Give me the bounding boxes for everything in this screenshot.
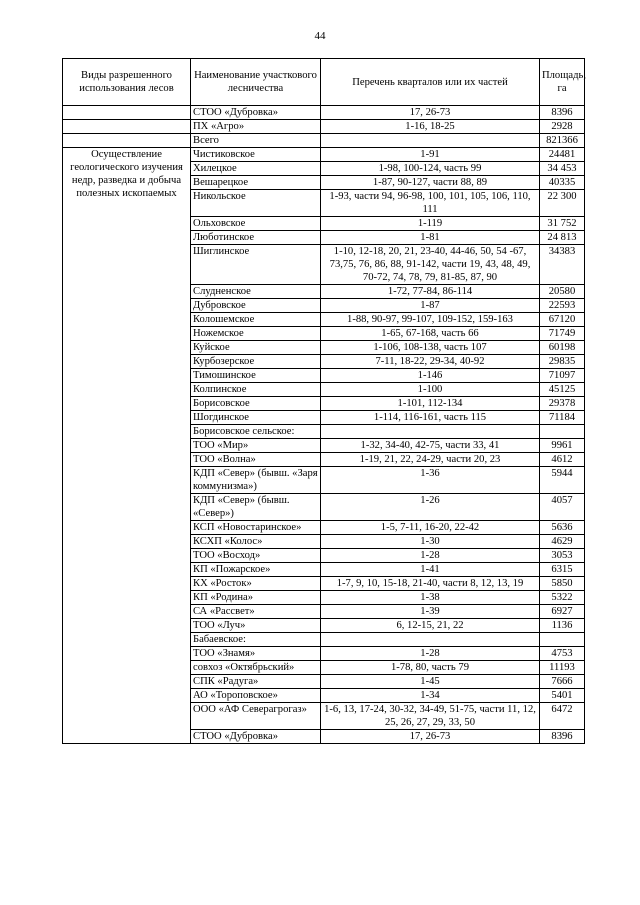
quarters-cell: 1-91 xyxy=(321,148,540,162)
forestry-name-cell: Куйское xyxy=(191,341,321,355)
forestry-name-cell: КХ «Росток» xyxy=(191,577,321,591)
quarters-cell: 1-100 xyxy=(321,383,540,397)
quarters-cell: 1-119 xyxy=(321,217,540,231)
quarters-cell: 1-114, 116-161, часть 115 xyxy=(321,411,540,425)
area-cell: 1136 xyxy=(540,619,585,633)
forestry-name-cell: КДП «Север» (бывш. «Север») xyxy=(191,494,321,521)
area-cell: 4057 xyxy=(540,494,585,521)
area-cell: 6472 xyxy=(540,703,585,730)
quarters-cell: 1-5, 7-11, 16-20, 22-42 xyxy=(321,521,540,535)
forestry-name-cell: СТОО «Дубровка» xyxy=(191,730,321,744)
quarters-cell: 1-81 xyxy=(321,231,540,245)
table-body xyxy=(63,106,585,744)
area-cell: 2928 xyxy=(540,120,585,134)
table-row xyxy=(63,148,585,162)
area-cell: 6315 xyxy=(540,563,585,577)
quarters-cell: 1-106, 108-138, часть 107 xyxy=(321,341,540,355)
table-row xyxy=(63,120,585,134)
forestry-name-cell: КСП «Новостаринское» xyxy=(191,521,321,535)
area-cell: 71184 xyxy=(540,411,585,425)
area-cell: 31 752 xyxy=(540,217,585,231)
area-cell: 5944 xyxy=(540,467,585,494)
area-cell: 40335 xyxy=(540,176,585,190)
quarters-cell: 1-45 xyxy=(321,675,540,689)
forestry-name-cell: Ножемское xyxy=(191,327,321,341)
quarters-cell: 1-36 xyxy=(321,467,540,494)
area-cell xyxy=(540,425,585,439)
header-forestry-name: Наименование участкового лесничества xyxy=(191,59,321,106)
quarters-cell: 17, 26-73 xyxy=(321,730,540,744)
forestry-name-cell: Всего xyxy=(191,134,321,148)
quarters-cell: 1-87 xyxy=(321,299,540,313)
area-cell: 821366 xyxy=(540,134,585,148)
area-cell: 60198 xyxy=(540,341,585,355)
forestry-name-cell: Шогдинское xyxy=(191,411,321,425)
quarters-cell: 1-7, 9, 10, 15-18, 21-40, части 8, 12, 13, 19 xyxy=(321,577,540,591)
quarters-cell xyxy=(321,134,540,148)
header-quarters: Перечень кварталов или их частей xyxy=(321,59,540,106)
forestry-name-cell: ООО «АФ Северагрогаз» xyxy=(191,703,321,730)
area-cell: 71097 xyxy=(540,369,585,383)
quarters-cell: 1-10, 12-18, 20, 21, 23-40, 44-46, 50, 54 -67, 73,75, 76, 86, 88, 91-142, части 19, 43, 48, 49, 70-72, 74, 78, 79, 81-85, 87, 90 xyxy=(321,245,540,285)
area-cell: 5401 xyxy=(540,689,585,703)
quarters-cell: 1-38 xyxy=(321,591,540,605)
forestry-name-cell: Борисовское xyxy=(191,397,321,411)
area-cell: 7666 xyxy=(540,675,585,689)
forestry-name-cell: Шиглинское xyxy=(191,245,321,285)
quarters-cell: 1-41 xyxy=(321,563,540,577)
area-cell: 8396 xyxy=(540,106,585,120)
area-cell xyxy=(540,633,585,647)
forestry-name-cell: ТОО «Мир» xyxy=(191,439,321,453)
forestry-name-cell: Ольховское xyxy=(191,217,321,231)
table-row xyxy=(63,134,585,148)
forestry-name-cell: Никольское xyxy=(191,190,321,217)
quarters-cell: 1-34 xyxy=(321,689,540,703)
area-cell: 71749 xyxy=(540,327,585,341)
forestry-name-cell: Борисовское сельское: xyxy=(191,425,321,439)
quarters-cell: 1-72, 77-84, 86-114 xyxy=(321,285,540,299)
area-cell: 5322 xyxy=(540,591,585,605)
area-cell: 6927 xyxy=(540,605,585,619)
quarters-cell: 1-88, 90-97, 99-107, 109-152, 159-163 xyxy=(321,313,540,327)
forestry-name-cell: ПХ «Агро» xyxy=(191,120,321,134)
quarters-cell: 17, 26-73 xyxy=(321,106,540,120)
area-cell: 24 813 xyxy=(540,231,585,245)
area-cell: 22 300 xyxy=(540,190,585,217)
forestry-name-cell: Колпинское xyxy=(191,383,321,397)
table-row xyxy=(63,106,585,120)
quarters-cell: 1-6, 13, 17-24, 30-32, 34-49, 51-75, части 11, 12, 25, 26, 27, 29, 33, 50 xyxy=(321,703,540,730)
area-cell: 5636 xyxy=(540,521,585,535)
header-area: Площадь, га xyxy=(540,59,585,106)
forestry-name-cell: КДП «Север» (бывш. «Заря коммунизма») xyxy=(191,467,321,494)
quarters-cell: 1-101, 112-134 xyxy=(321,397,540,411)
quarters-cell: 1-87, 90-127, части 88, 89 xyxy=(321,176,540,190)
quarters-cell xyxy=(321,425,540,439)
forestry-name-cell: Колошемское xyxy=(191,313,321,327)
forestry-name-cell: КП «Пожарское» xyxy=(191,563,321,577)
forestry-name-cell: Чистиковское xyxy=(191,148,321,162)
area-cell: 67120 xyxy=(540,313,585,327)
area-cell: 29835 xyxy=(540,355,585,369)
forest-use-table xyxy=(62,58,585,744)
page-number: 44 xyxy=(314,30,326,42)
forestry-name-cell: ТОО «Знамя» xyxy=(191,647,321,661)
quarters-cell: 1-30 xyxy=(321,535,540,549)
table-header-row xyxy=(63,59,585,106)
use-type-cell xyxy=(63,106,191,120)
quarters-cell: 1-26 xyxy=(321,494,540,521)
area-cell: 4612 xyxy=(540,453,585,467)
quarters-cell xyxy=(321,633,540,647)
quarters-cell: 1-28 xyxy=(321,549,540,563)
forestry-name-cell: Слудненское xyxy=(191,285,321,299)
quarters-cell: 1-19, 21, 22, 24-29, части 20, 23 xyxy=(321,453,540,467)
forestry-name-cell: СТОО «Дубровка» xyxy=(191,106,321,120)
forestry-name-cell: Люботинское xyxy=(191,231,321,245)
quarters-cell: 1-39 xyxy=(321,605,540,619)
quarters-cell: 1-16, 18-25 xyxy=(321,120,540,134)
area-cell: 4629 xyxy=(540,535,585,549)
area-cell: 45125 xyxy=(540,383,585,397)
area-cell: 20580 xyxy=(540,285,585,299)
quarters-cell: 1-28 xyxy=(321,647,540,661)
forestry-name-cell: Хилецкое xyxy=(191,162,321,176)
area-cell: 4753 xyxy=(540,647,585,661)
header-use-type: Виды разрешенного использования лесов xyxy=(63,59,191,106)
quarters-cell: 7-11, 18-22, 29-34, 40-92 xyxy=(321,355,540,369)
forestry-name-cell: ТОО «Волна» xyxy=(191,453,321,467)
area-cell: 22593 xyxy=(540,299,585,313)
use-type-cell xyxy=(63,134,191,148)
use-type-cell xyxy=(63,120,191,134)
area-cell: 8396 xyxy=(540,730,585,744)
area-cell: 34 453 xyxy=(540,162,585,176)
area-cell: 3053 xyxy=(540,549,585,563)
quarters-cell: 6, 12-15, 21, 22 xyxy=(321,619,540,633)
forestry-name-cell: СА «Рассвет» xyxy=(191,605,321,619)
forestry-name-cell: Дубровское xyxy=(191,299,321,313)
use-type-cell: Осуществление геологического изучения недр, разведка и добыча полезных ископаемых xyxy=(63,148,191,744)
forestry-name-cell: Тимошинское xyxy=(191,369,321,383)
forestry-name-cell: Курбозерское xyxy=(191,355,321,369)
area-cell: 11193 xyxy=(540,661,585,675)
area-cell: 9961 xyxy=(540,439,585,453)
forestry-name-cell: ТОО «Луч» xyxy=(191,619,321,633)
quarters-cell: 1-65, 67-168, часть 66 xyxy=(321,327,540,341)
forestry-name-cell: Бабаевское: xyxy=(191,633,321,647)
area-cell: 34383 xyxy=(540,245,585,285)
forestry-name-cell: АО «Тороповское» xyxy=(191,689,321,703)
quarters-cell: 1-32, 34-40, 42-75, части 33, 41 xyxy=(321,439,540,453)
forestry-name-cell: совхоз «Октябрьский» xyxy=(191,661,321,675)
area-cell: 29378 xyxy=(540,397,585,411)
area-cell: 5850 xyxy=(540,577,585,591)
forestry-name-cell: КП «Родина» xyxy=(191,591,321,605)
forestry-name-cell: Вешарецкое xyxy=(191,176,321,190)
quarters-cell: 1-78, 80, часть 79 xyxy=(321,661,540,675)
forestry-name-cell: СПК «Радуга» xyxy=(191,675,321,689)
forestry-name-cell: ТОО «Восход» xyxy=(191,549,321,563)
quarters-cell: 1-93, части 94, 96-98, 100, 101, 105, 106, 110, 111 xyxy=(321,190,540,217)
quarters-cell: 1-98, 100-124, часть 99 xyxy=(321,162,540,176)
forestry-name-cell: КСХП «Колос» xyxy=(191,535,321,549)
quarters-cell: 1-146 xyxy=(321,369,540,383)
area-cell: 24481 xyxy=(540,148,585,162)
